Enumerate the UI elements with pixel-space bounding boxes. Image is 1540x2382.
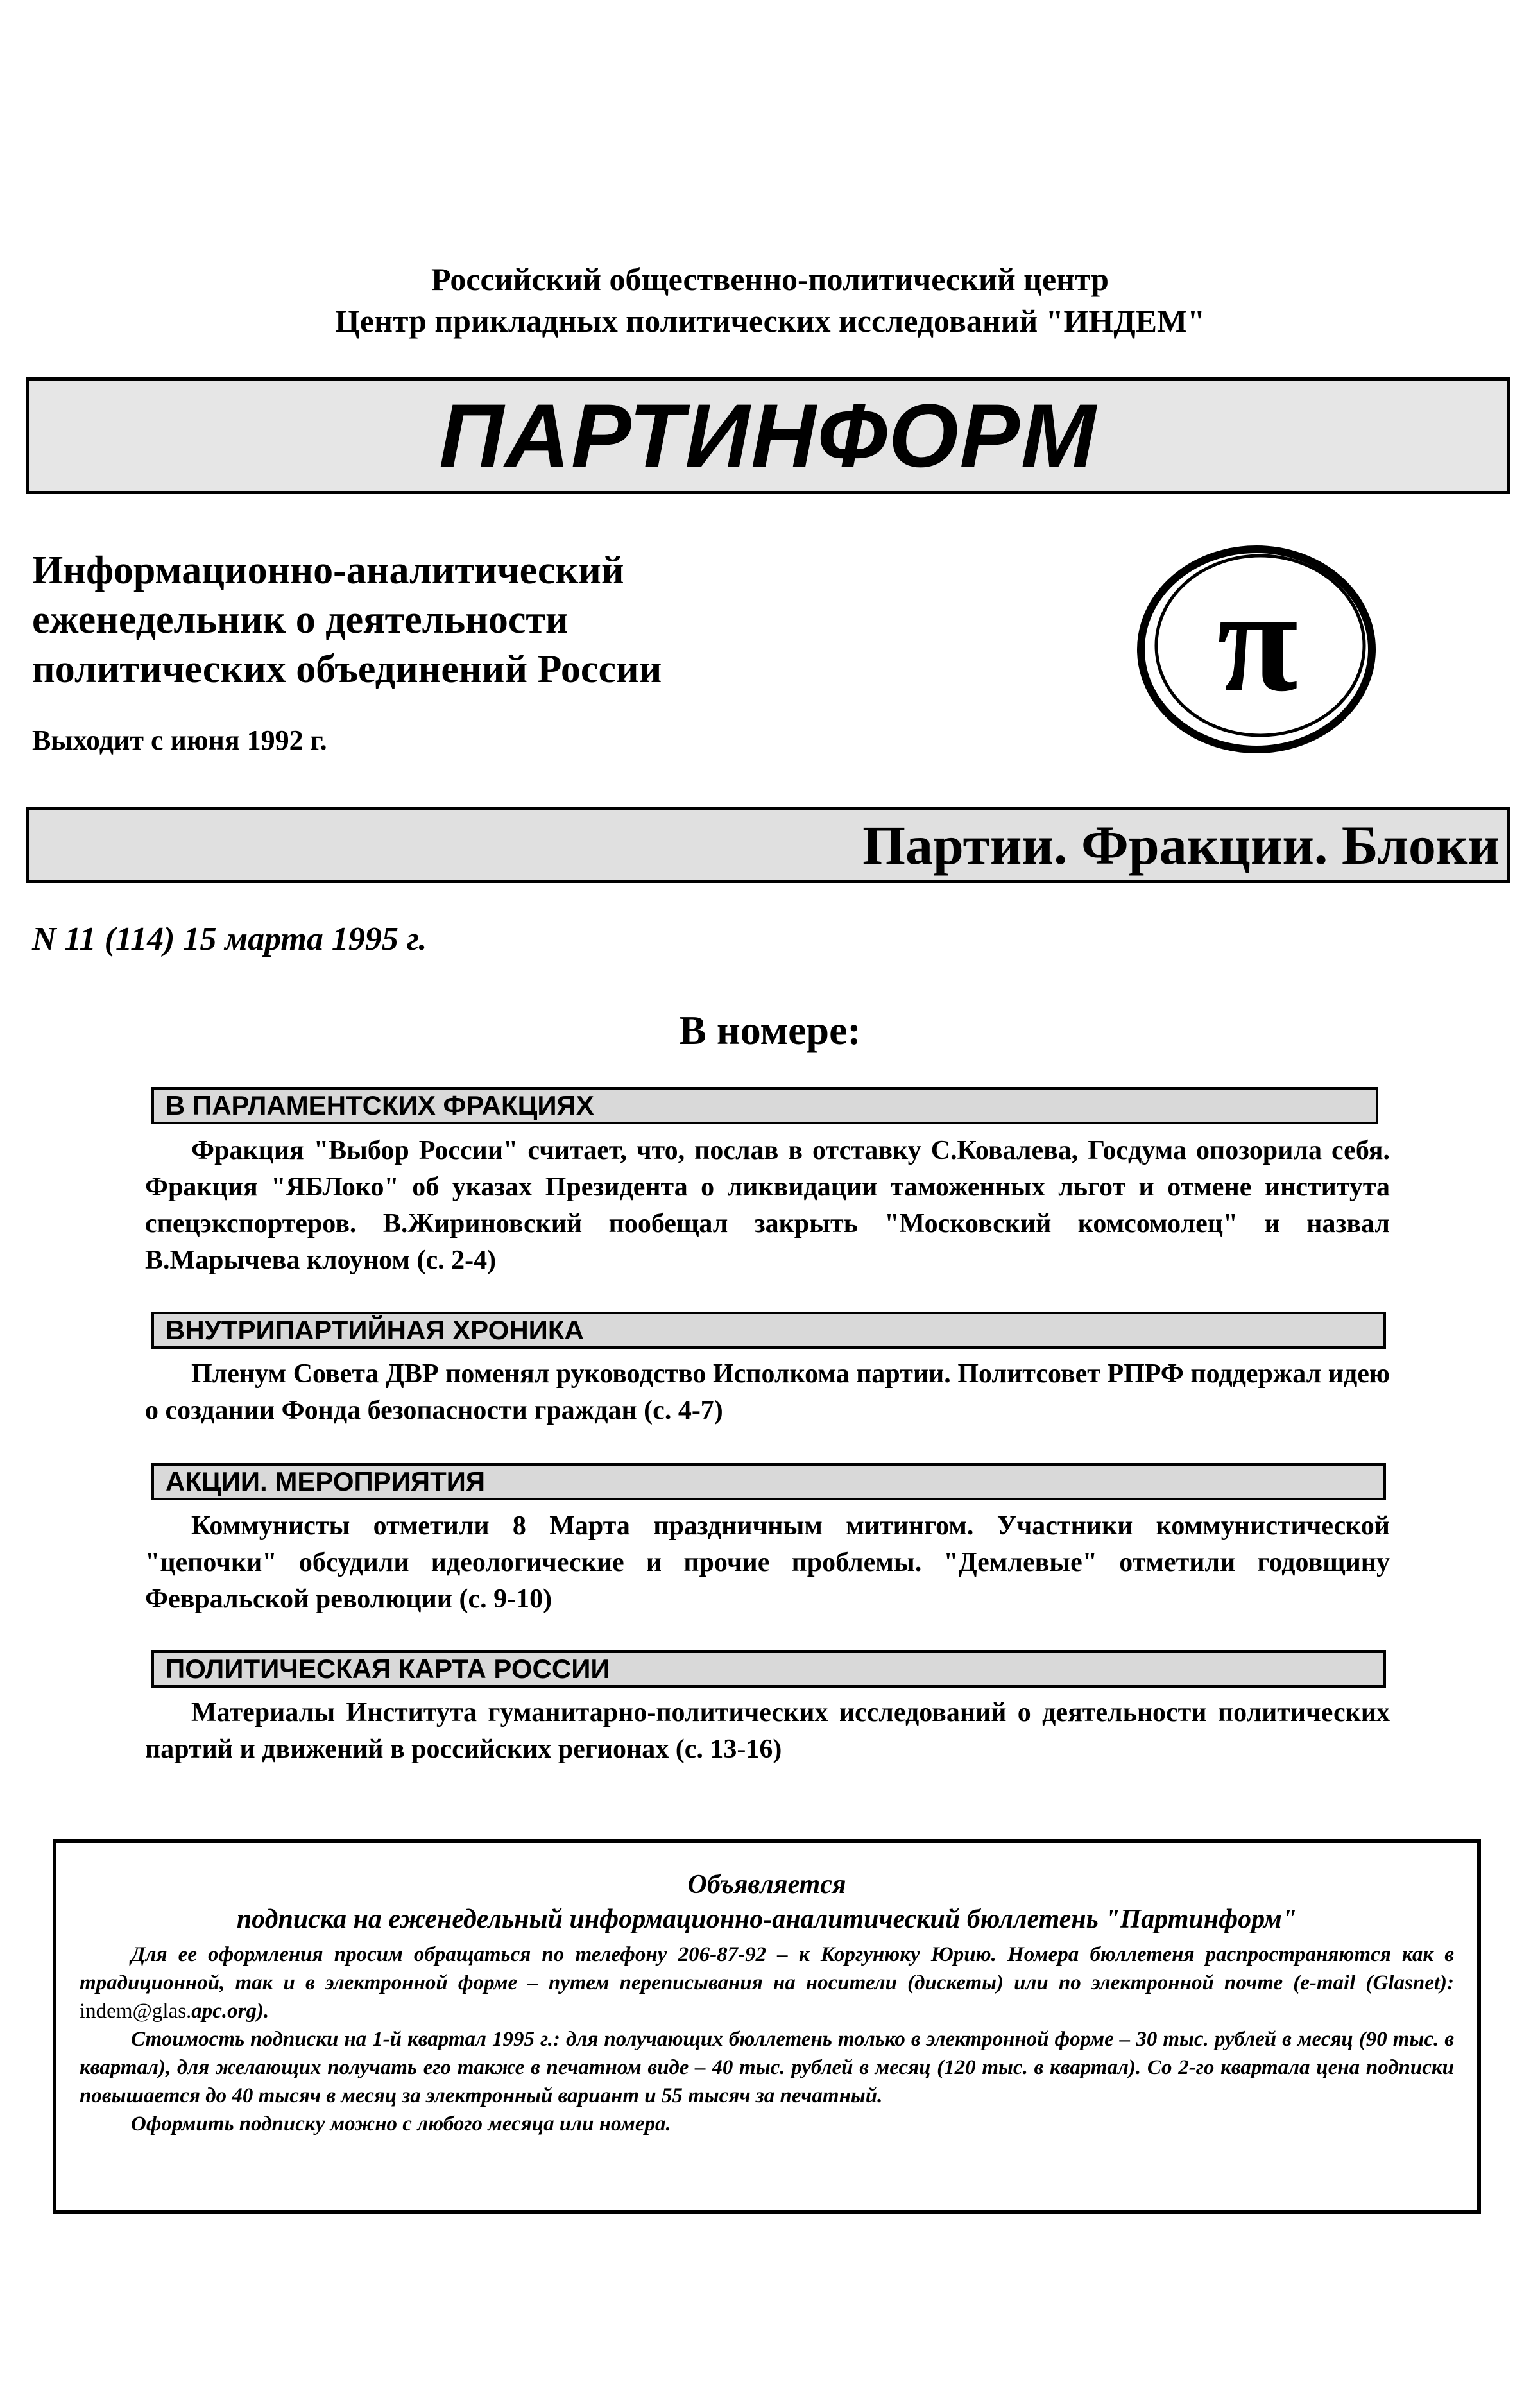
section-title: Партии. Фракции. Блоки — [862, 814, 1500, 876]
contents-item-4-title: ПОЛИТИЧЕСКАЯ КАРТА РОССИИ — [166, 1654, 610, 1684]
masthead-subtitle-line-1: Информационно-аналитический — [32, 549, 624, 592]
masthead-subtitle-line-3: политических объединений России — [32, 647, 662, 691]
org-name-line-1: Российский общественно-политический центр — [431, 261, 1109, 297]
pi-circle-logo-icon — [1129, 539, 1386, 757]
subscription-notice-box — [53, 1839, 1481, 2214]
masthead-subtitle-line-2: еженедельник о деятельности — [32, 598, 569, 642]
masthead-title-box — [26, 377, 1510, 494]
masthead-title: ПАРТИНФОРМ — [439, 385, 1097, 486]
contents-item-4-summary: Материалы Института гуманитарно-политических исследований о деятельности политических партий и движений в российских регионах (с. 13-16) — [145, 1698, 1390, 1764]
contents-item-3-header — [151, 1463, 1386, 1500]
contents-item-2-header — [151, 1312, 1386, 1349]
notice-heading: Объявляется — [687, 1870, 846, 1899]
contents-item-2-summary: Пленум Совета ДВР поменял руководство Исполкома партии. Политсовет РПРФ поддержал идею о создании Фонда безопасности граждан (с. 4-7) — [145, 1359, 1390, 1425]
contents-item-3-summary: Коммунисты отметили 8 Марта праздничным митингом. Участники коммунистической "цепочки" обсудили идеологические и прочие проблемы. "Демлевые" отметили годовщину Февральской революции (с. 9-10) — [145, 1511, 1390, 1614]
contents-item-1-summary: Фракция "Выбор России" считает, что, послав в отставку С.Ковалева, Госдума опозорила себя. Фракция "ЯБЛоко" об указах Президента о ликвидации таможенных льгот и отмене института спецэкспортеров. В.Жириновский пообещал закрыть "Московский комсомолец" и назвал В.Марычева клоуном (с. 2-4) — [145, 1136, 1390, 1275]
contents-item-1-header — [151, 1087, 1378, 1124]
notice-price-paragraph: Стоимость подписки на 1-й квартал 1995 г.: для получающих бюллетень только в электронной форме – 30 тыс. рублей в месяц (90 тыс. в квартал), для желающих получать его также в печатном виде – 40 тыс. рублей в месяц (120 тыс. в квартал). Со 2-го квартала цена подписки повышается до 40 тысяч в месяц за электронный вариант и 55 тысяч за печатный. — [80, 2028, 1454, 2107]
notice-subheading: подписка на еженедельный информационно-аналитический бюллетень "Партинформ" — [236, 1905, 1297, 1934]
section-title-box — [26, 807, 1510, 883]
org-name-line-2: Центр прикладных политических исследований "ИНДЕМ" — [335, 303, 1205, 339]
contents-item-1-title: В ПАРЛАМЕНТСКИХ ФРАКЦИЯХ — [166, 1090, 594, 1120]
notice-contact-paragraph — [80, 1941, 1454, 2025]
contents-heading: В номере: — [679, 1007, 861, 1053]
notice-closing-paragraph: Оформить подписку можно с любого месяца или номера. — [131, 2112, 671, 2136]
contents-item-4-header — [151, 1650, 1386, 1688]
notice-contact-text: Для ее оформления просим обращаться по телефону 206-87-92 – к Коргунюку Юрию. Номера бюллетеня распространяются как в традиционной, так и в электронной форме – путем переписывания на носители (дискеты) или по электронной почте (e-mail (Glasnet): — [80, 1943, 1454, 1994]
notice-email-link[interactable]: indem@glas. — [80, 2000, 192, 2023]
publication-since: Выходит с июня 1992 г. — [32, 724, 327, 756]
logo-pi-symbol: π — [1217, 558, 1299, 722]
issue-number-date: N 11 (114) 15 марта 1995 г. — [32, 921, 427, 957]
contents-item-3-title: АКЦИИ. МЕРОПРИЯТИЯ — [166, 1466, 486, 1496]
notice-email-tail: apc.org). — [191, 2000, 270, 2023]
contents-item-2-title: ВНУТРИПАРТИЙНАЯ ХРОНИКА — [166, 1315, 584, 1345]
